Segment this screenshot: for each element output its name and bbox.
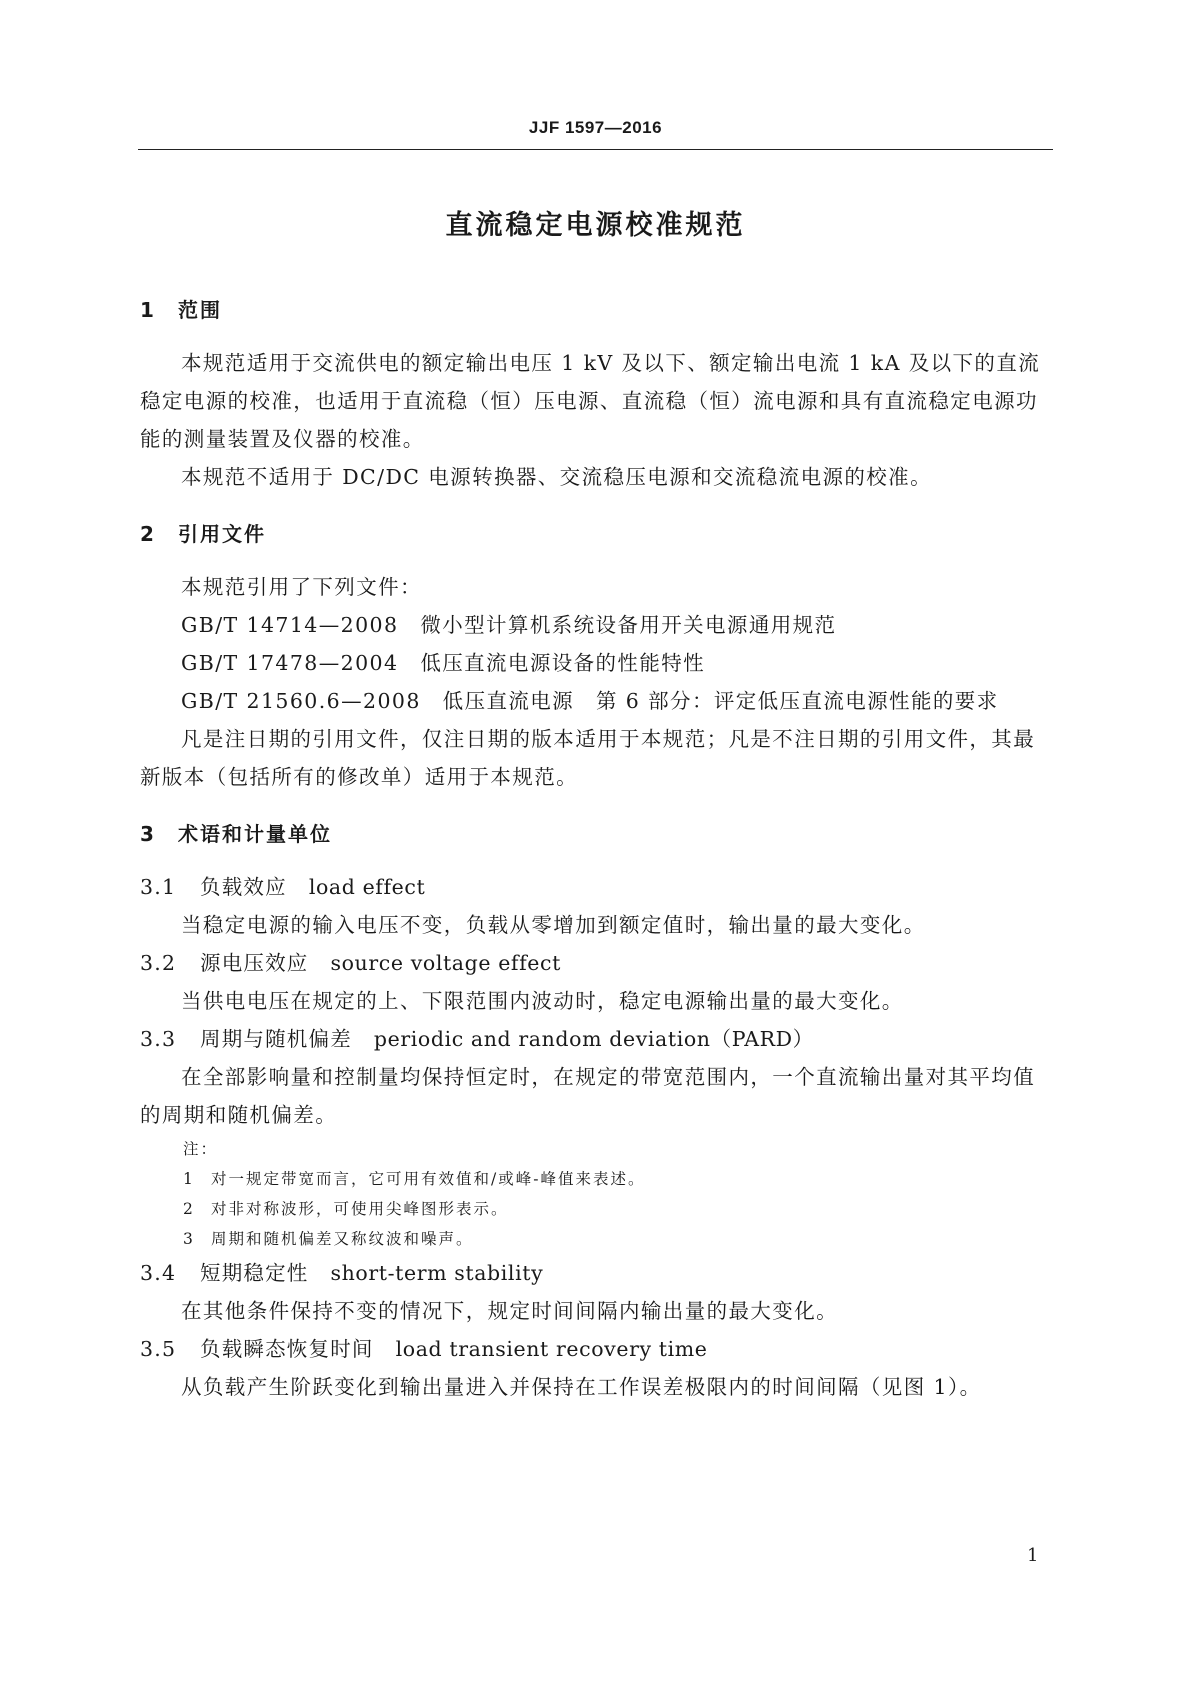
section-number: 2 xyxy=(140,522,156,546)
term-heading xyxy=(140,1020,1055,1058)
reference-item: GB/T 21560.6—2008 低压直流电源 第 6 部分：评定低压直流电源性能的要求 xyxy=(181,689,999,713)
term-english: load transient recovery time xyxy=(395,1337,708,1361)
references-closing: 凡是注日期的引用文件，仅注日期的版本适用于本规范；凡是不注日期的引用文件，其最新版本（包括所有的修改单）适用于本规范。 xyxy=(140,727,1036,789)
section-title: 范围 xyxy=(178,298,222,322)
term-heading xyxy=(140,868,1055,906)
term-english: source voltage effect xyxy=(330,951,561,975)
note-number: 1 xyxy=(183,1170,195,1188)
section-title: 术语和计量单位 xyxy=(178,822,332,846)
term-heading xyxy=(140,1254,1055,1292)
references-intro: 本规范引用了下列文件： xyxy=(181,575,422,599)
term-heading xyxy=(140,944,1055,982)
section-number: 1 xyxy=(140,298,156,322)
section-number: 3 xyxy=(140,822,156,846)
notes-label: 注： xyxy=(183,1140,219,1158)
term-heading xyxy=(140,1330,1055,1368)
scope-paragraph-1: 本规范适用于交流供电的额定输出电压 1 kV 及以下、额定输出电流 1 kA 及以下的直流稳定电源的校准，也适用于直流稳（恒）压电源、直流稳（恒）流电源和具有直流稳定电源功能的测量装置及仪器的校准。 xyxy=(140,351,1041,451)
term-english: load effect xyxy=(308,875,426,899)
note-text: 对非对称波形，可使用尖峰图形表示。 xyxy=(211,1200,509,1218)
reference-item: GB/T 17478—2004 低压直流电源设备的性能特性 xyxy=(181,651,706,675)
term-english: short-term stability xyxy=(330,1261,544,1285)
note-text: 对一规定带宽而言，它可用有效值和/或峰-峰值来表述。 xyxy=(211,1170,646,1188)
section-2-heading xyxy=(140,516,1055,552)
note-item xyxy=(183,1194,1055,1224)
term-definition: 当供电电压在规定的上、下限范围内波动时，稳定电源输出量的最大变化。 xyxy=(181,989,904,1013)
document-title: 直流稳定电源校准规范 xyxy=(445,210,746,241)
term-chinese: 源电压效应 xyxy=(200,951,309,975)
term-number: 3.3 xyxy=(140,1027,177,1051)
section-1-heading xyxy=(140,292,1055,328)
note-item xyxy=(183,1224,1055,1254)
header-code: JJF 1597—2016 xyxy=(528,118,663,137)
term-number: 3.1 xyxy=(140,875,177,899)
note-item xyxy=(183,1164,1055,1194)
term-number: 3.2 xyxy=(140,951,177,975)
term-chinese: 负载瞬态恢复时间 xyxy=(200,1337,374,1361)
term-definition: 从负载产生阶跃变化到输出量进入并保持在工作误差极限内的时间间隔（见图 1）。 xyxy=(181,1375,982,1399)
reference-item: GB/T 14714—2008 微小型计算机系统设备用开关电源通用规范 xyxy=(181,613,837,637)
term-number: 3.5 xyxy=(140,1337,177,1361)
scope-paragraph-2: 本规范不适用于 DC/DC 电源转换器、交流稳压电源和交流稳流电源的校准。 xyxy=(181,465,932,489)
header-rule xyxy=(138,149,1053,150)
term-chinese: 负载效应 xyxy=(200,875,287,899)
section-3-heading xyxy=(140,816,1055,852)
section-title: 引用文件 xyxy=(178,522,266,546)
note-text: 周期和随机偏差又称纹波和噪声。 xyxy=(211,1230,474,1248)
term-definition: 当稳定电源的输入电压不变，负载从零增加到额定值时，输出量的最大变化。 xyxy=(181,913,926,937)
term-chinese: 周期与随机偏差 xyxy=(200,1027,352,1051)
term-number: 3.4 xyxy=(140,1261,177,1285)
term-chinese: 短期稳定性 xyxy=(200,1261,309,1285)
document-body xyxy=(140,292,1055,1406)
note-number: 2 xyxy=(183,1200,195,1218)
term-definition: 在其他条件保持不变的情况下，规定时间间隔内输出量的最大变化。 xyxy=(181,1299,838,1323)
note-number: 3 xyxy=(183,1230,195,1248)
term-english: periodic and random deviation（PARD） xyxy=(373,1027,814,1051)
notes-block xyxy=(140,1134,1055,1254)
page-number: 1 xyxy=(1027,1545,1039,1566)
term-definition: 在全部影响量和控制量均保持恒定时，在规定的带宽范围内，一个直流输出量对其平均值的周期和随机偏差。 xyxy=(140,1065,1036,1127)
